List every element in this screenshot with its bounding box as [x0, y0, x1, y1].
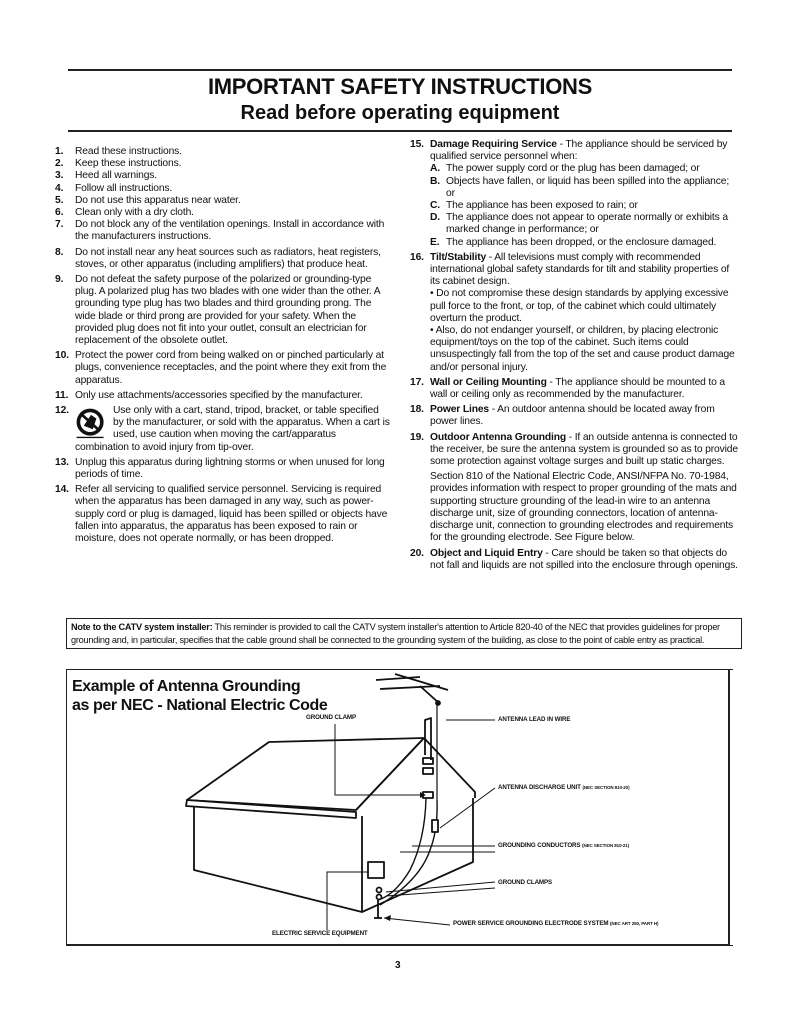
- list-item: 13. Unplug this apparatus during lightning storms or when unused for long periods of time.: [55, 456, 385, 481]
- list-item: 3. Heed all warnings.: [55, 170, 158, 182]
- list-item: 8. Do not install near any heat sources such as radiators, heat registers, stoves, or other apparatus (including amplifiers) that produce heat.: [55, 246, 381, 270]
- list-item: 10. Protect the power cord from being walked on or pinched particularly at plugs, convenience receptacles, and the point where they exit from the apparatus.: [55, 350, 387, 386]
- list-item: 5. Do not use this apparatus near water.: [55, 194, 241, 206]
- page-subtitle: Read before operating equipment: [240, 102, 560, 124]
- list-item: 7. Do not block any of the ventilation openings. Install in accordance with the manufacturers instructions.: [55, 219, 385, 243]
- list-item: 2. Keep these instructions.: [55, 158, 182, 170]
- label-ground-clamps: GROUND CLAMPS: [498, 879, 553, 886]
- label-electric-service-equipment: ELECTRIC SERVICE EQUIPMENT: [272, 930, 368, 937]
- label-antenna-lead-in-wire: ANTENNA LEAD IN WIRE: [498, 716, 571, 723]
- list-item: 11. Only use attachments/accessories specified by the manufacturer.: [55, 389, 363, 401]
- list-item: 1. Read these instructions.: [55, 146, 182, 157]
- sub-item: B. Objects have fallen, or liquid has been spilled into the appliance; or: [430, 175, 730, 199]
- list-item: 14. Refer all servicing to qualified service personnel. Servicing is required when the apparatus has been damaged in any way, such as power-supply cord or plug is damaged, liquid has been spilled or objects have fallen into apparatus, the apparatus has been exposed to rain or moisture, does not operate normally, or has been dropped.: [55, 484, 388, 545]
- list-item: 12. Use only with a cart, stand, tripod, bracket, or table specified by the manufacturer, or sold with the apparatus. When a cart is used, use caution when moving the cart/apparatus combination to avoid injury from tip-over.: [55, 405, 390, 453]
- list-item-power-lines: 18. Power Lines - An outdoor antenna should be located away from power lines.: [410, 404, 715, 428]
- note-text: This reminder is provided to call the CATV system installer's attention to Article 820-40 of the NEC that provides guidelines for proper grounding and, in particular, specifies that the cable ground shall be connected to the grounding system of the building, as close to the point of cable entry as practical.: [71, 622, 720, 645]
- label-power-service-grounding: POWER SERVICE GROUNDING ELECTRODE SYSTEM (NEC ART 250, PART H): [453, 920, 659, 927]
- sub-item: A. The power supply cord or the plug has been damaged; or: [430, 163, 700, 175]
- note-label: Note to the CATV system installer:: [71, 622, 213, 632]
- list-item-tilt-stability: 16. Tilt/Stability - All televisions must comply with recommended international global safety standards for tilt and stability properties of its cabinet design. • Do not compromise these design standards by applying excessive pull force to the front, or top, of the cabinet which could ultimately overturn the product. • Also, do not endanger yourself, or children, by placing electronic equipment/toys on the top of the cabinet. Such items could unsuspectingly fall from the top of the set and cause product damage and/or personal injury.: [410, 251, 735, 373]
- sub-item: D. The appliance does not appear to operate normally or exhibits a marked change in performance; or: [430, 212, 728, 236]
- page-title: IMPORTANT SAFETY INSTRUCTIONS: [207, 74, 593, 99]
- list-item: 6. Clean only with a dry cloth.: [55, 207, 194, 219]
- list-item: 4. Follow all instructions.: [55, 182, 173, 194]
- label-ground-clamp: GROUND CLAMP: [306, 714, 357, 721]
- label-antenna-discharge-unit: ANTENNA DISCHARGE UNIT (NEC SECTION 810-20): [498, 784, 630, 791]
- page-number: 3: [395, 960, 401, 971]
- sub-item: E. The appliance has been dropped, or the enclosure damaged.: [430, 236, 717, 248]
- list-item-antenna-grounding: 19. Outdoor Antenna Grounding - If an outside antenna is connected to the receiver, be sure the antenna system is grounded so as to provide some protection against voltage surges and built up static charges. Section 810 of the National Electric Code, ANSI/NFPA No. 70-1984, provides information with respect to proper grounding of the mats and supporting structure grounding of the lead-in wire to an antenna discharge unit, size of grounding connectors, location of antenna-discharge unit, connection to grounding electrodes and requirements for the grounding electrode. See Figure below.: [410, 431, 738, 544]
- label-grounding-conductors: GROUNDING CONDUCTORS (NEC SECTION 810-21): [498, 842, 630, 849]
- list-item-damage-requiring-service: 15. Damage Requiring Service - The appliance should be serviced by qualified service personnel when: A. The power supply cord or the plug has been damaged; or B. Objects have fallen, or liquid has been spilled into the appliance; or C. The appliance has been exposed to rain; or D. The appliance does not appear to operate normally or exhibits a marked change in performance; or E. The appliance has been dropped, or the enclosure damaged.: [410, 139, 740, 249]
- list-item-wall-mounting: 17. Wall or Ceiling Mounting - The appliance should be mounted to a wall or ceiling only as recommended by the manufacturer.: [410, 376, 726, 401]
- list-item-object-liquid-entry: 20. Object and Liquid Entry - Care should be taken so that objects do not fall and liquids are not spilled into the enclosure through openings.: [410, 547, 738, 571]
- figure-title: Example of Antenna Grounding as per NEC - National Electric Code: [72, 678, 328, 714]
- list-item: 9. Do not defeat the safety purpose of the polarized or grounding-type plug. A polarized plug has two blades with one wider than the other. A grounding type plug has two blades and third grounding prong. The wide blade or third prong are provided for your safety. When the provided plug does not fit into your outlet, consult an electrician for replacement of the obsolete outlet.: [55, 274, 380, 347]
- sub-item: C. The appliance has been exposed to rain; or: [430, 200, 638, 212]
